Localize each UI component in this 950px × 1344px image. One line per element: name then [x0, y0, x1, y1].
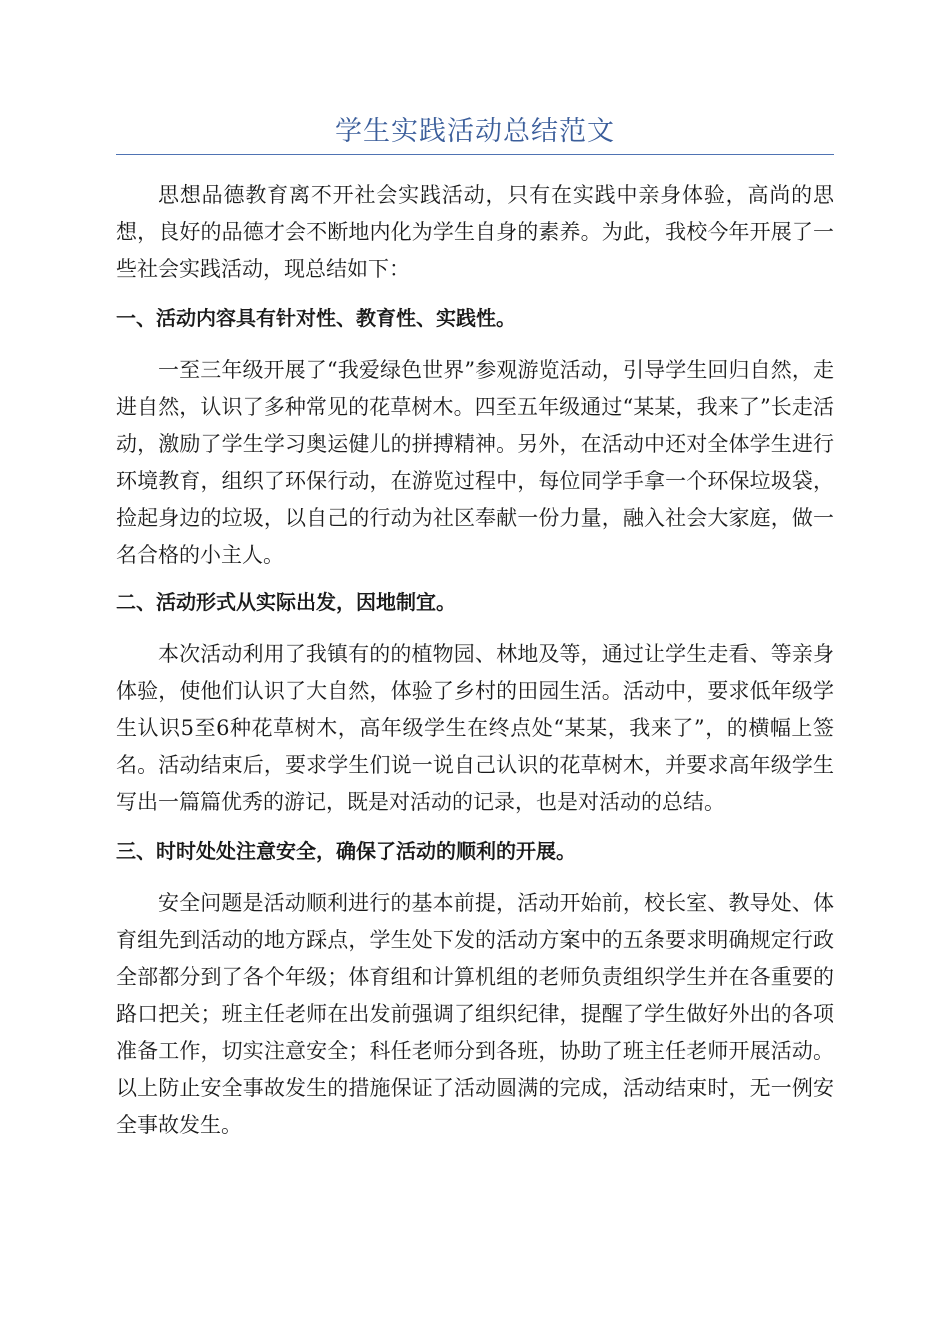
section-heading-1: 一、活动内容具有针对性、教育性、实践性。 — [116, 306, 516, 330]
section-heading-3: 三、时时处处注意安全，确保了活动的顺利的开展。 — [116, 839, 576, 863]
title-underline — [116, 154, 834, 155]
section-body-1: 一至三年级开展了“我爱绿色世界”参观游览活动，引导学生回归自然，走进自然，认识了多种常见的花草树木。四至五年级通过“某某，我来了”长走活动，激励了学生学习奥运健儿的拼搏精神。另外，在活动中还对全体学生进行环境教育，组织了环保行动，在游览过程中，每位同学手拿一个环保垃圾袋，捡起身边的垃圾，以自己的行动为社区奉献一份力量，融入社会大家庭，做一名合格的小主人。 — [116, 358, 834, 567]
section-heading-2: 二、活动形式从实际出发，因地制宜。 — [116, 590, 456, 614]
document-page — [116, 110, 834, 1144]
section-body-2: 本次活动利用了我镇有的的植物园、林地及等，通过让学生走看、等亲身体验，使他们认识了大自然，体验了乡村的田园生活。活动中，要求低年级学生认识5至6种花草树木，高年级学生在终点处“某某，我来了”，的横幅上签名。活动结束后，要求学生们说一说自己认识的花草树木，并要求高年级学生写出一篇篇优秀的游记，既是对活动的记录，也是对活动的总结。 — [116, 642, 834, 814]
intro-paragraph: 思想品德教育离不开社会实践活动，只有在实践中亲身体验，高尚的思想，良好的品德才会不断地内化为学生自身的素养。为此，我校今年开展了一些社会实践活动，现总结如下： — [116, 183, 834, 281]
section-body-3: 安全问题是活动顺利进行的基本前提，活动开始前，校长室、教导处、体育组先到活动的地方踩点，学生处下发的活动方案中的五条要求明确规定行政全部都分到了各个年级；体育组和计算机组的老师负责组织学生并在各重要的路口把关；班主任老师在出发前强调了组织纪律，提醒了学生做好外出的各项准备工作，切实注意安全；科任老师分到各班，协助了班主任老师开展活动。以上防止安全事故发生的措施保证了活动圆满的完成，活动结束时，无一例安全事故发生。 — [116, 891, 834, 1137]
document-title: 学生实践活动总结范文 — [335, 116, 615, 147]
